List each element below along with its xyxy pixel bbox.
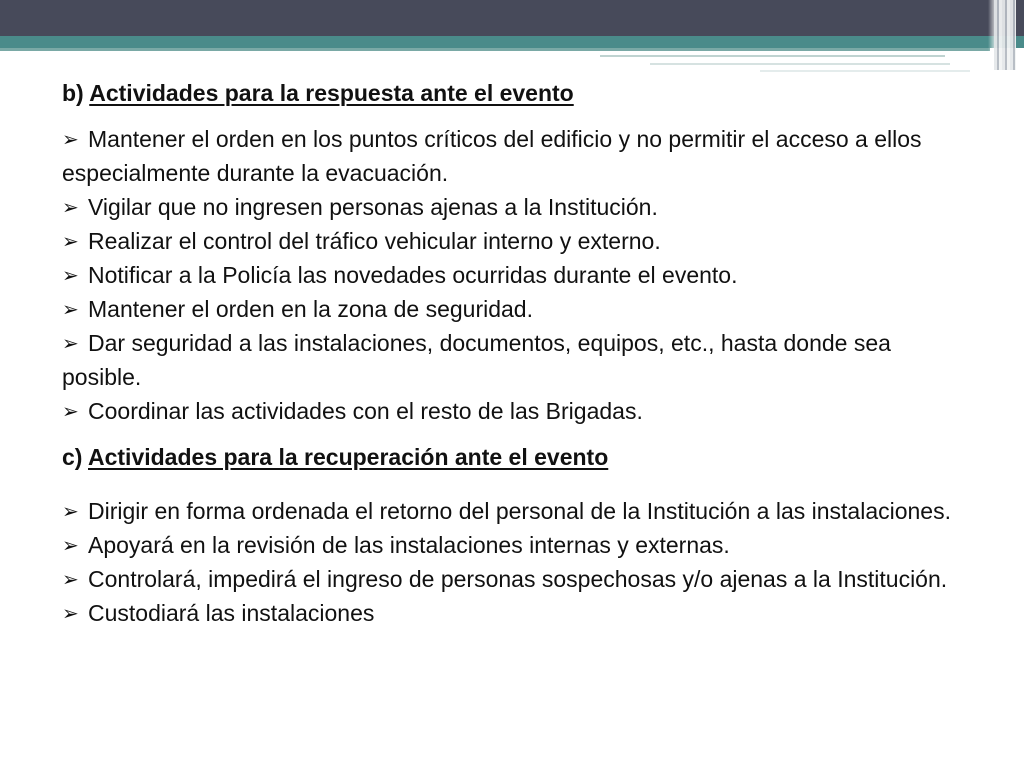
list-item-text: Dirigir en forma ordenada el retorno del personal de la Institución a las instalaciones. <box>88 498 951 524</box>
list-item-text: Vigilar que no ingresen personas ajenas a la Institución. <box>88 194 658 220</box>
arrow-bullet-icon: ➢ <box>62 129 79 151</box>
list-item <box>62 596 962 630</box>
list-item-text: Notificar a la Policía las novedades ocurridas durante el evento. <box>88 262 738 288</box>
section-b-prefix: b) <box>62 80 90 106</box>
header-banner <box>0 0 1024 36</box>
slide-content <box>62 76 962 630</box>
list-item-text: Realizar el control del tráfico vehicular interno y externo. <box>88 228 661 254</box>
arrow-bullet-icon: ➢ <box>62 299 79 321</box>
list-item <box>62 122 962 190</box>
header-rule <box>760 70 970 72</box>
list-item-text: Mantener el orden en la zona de seguridad. <box>88 296 533 322</box>
arrow-bullet-icon: ➢ <box>62 603 79 625</box>
arrow-bullet-icon: ➢ <box>62 535 79 557</box>
list-item <box>62 494 962 528</box>
arrow-bullet-icon: ➢ <box>62 569 79 591</box>
list-item-text: Coordinar las actividades con el resto de las Brigadas. <box>88 398 643 424</box>
arrow-bullet-icon: ➢ <box>62 231 79 253</box>
header-accent-bar <box>0 36 1024 48</box>
list-item <box>62 528 962 562</box>
list-item <box>62 190 962 224</box>
section-c-prefix: c) <box>62 444 88 470</box>
section-c-title: Actividades para la recuperación ante el evento <box>88 444 609 470</box>
section-c-list <box>62 494 962 630</box>
arrow-bullet-icon: ➢ <box>62 501 79 523</box>
list-item-text: Apoyará en la revisión de las instalaciones internas y externas. <box>88 532 730 558</box>
arrow-bullet-icon: ➢ <box>62 333 79 355</box>
list-item-text: Controlará, impedirá el ingreso de personas sospechosas y/o ajenas a la Institución. <box>88 566 948 592</box>
list-item <box>62 224 962 258</box>
section-b-heading <box>62 76 962 110</box>
header-rule <box>650 63 950 65</box>
arrow-bullet-icon: ➢ <box>62 197 79 219</box>
arrow-bullet-icon: ➢ <box>62 401 79 423</box>
section-c-heading <box>62 440 962 474</box>
header-rule <box>600 55 945 57</box>
list-item <box>62 394 962 428</box>
header-rule <box>0 48 990 51</box>
list-item-text: Mantener el orden en los puntos críticos del edificio y no permitir el acceso a ellos especialmente durante la evacuación. <box>62 126 922 186</box>
section-b-title: Actividades para la respuesta ante el evento <box>89 80 574 106</box>
arrow-bullet-icon: ➢ <box>62 265 79 287</box>
list-item <box>62 258 962 292</box>
decorative-stripes <box>994 0 1016 70</box>
list-item <box>62 292 962 326</box>
list-item <box>62 326 962 394</box>
list-item-text: Dar seguridad a las instalaciones, documentos, equipos, etc., hasta donde sea posible. <box>62 330 891 390</box>
list-item-text: Custodiará las instalaciones <box>88 600 375 626</box>
section-b-list <box>62 122 962 428</box>
list-item <box>62 562 962 596</box>
